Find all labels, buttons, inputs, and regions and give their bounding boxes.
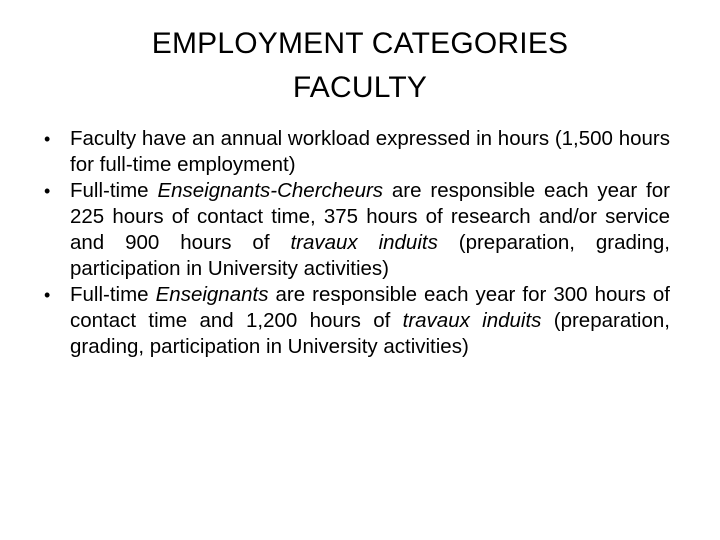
bullet-text-italic: travaux induits — [290, 231, 438, 254]
bullet-list — [44, 126, 670, 360]
bullet-text-italic: travaux induits — [402, 309, 542, 332]
bullet-dot: • — [44, 181, 51, 201]
bullet-item-1 — [44, 126, 670, 178]
title-line-2: FACULTY — [292, 71, 428, 104]
bullet-text — [70, 178, 670, 282]
slide-title — [60, 22, 660, 110]
bullet-text-italic: Enseignants — [155, 283, 269, 306]
bullet-dot: • — [44, 129, 51, 149]
bullet-text-part: (preparation, grading, participation in University activities) — [70, 231, 670, 280]
bullet-text-part: Full-time — [70, 179, 158, 202]
bullet-text — [70, 282, 670, 360]
title-line-1: EMPLOYMENT CATEGORIES — [151, 27, 569, 60]
bullet-text-part: Faculty have an annual workload expressed in hours (1,500 hours for full-time employment) — [70, 127, 670, 176]
bullet-text — [70, 126, 670, 178]
bullet-text-italic: Enseignants-Chercheurs — [157, 179, 384, 202]
bullet-item-2 — [44, 178, 670, 282]
bullet-text-part: Full-time — [70, 283, 156, 306]
bullet-text-part: are responsible each year for 300 hours of contact time and 1,200 hours of — [70, 283, 670, 332]
bullet-text-part: are responsible each year for 225 hours of contact time, 375 hours of research and/or service and 900 hours of — [70, 179, 670, 254]
bullet-item-3 — [44, 282, 670, 360]
bullet-text-part: (preparation, grading, participation in University activities) — [70, 309, 670, 358]
bullet-dot: • — [44, 285, 51, 305]
